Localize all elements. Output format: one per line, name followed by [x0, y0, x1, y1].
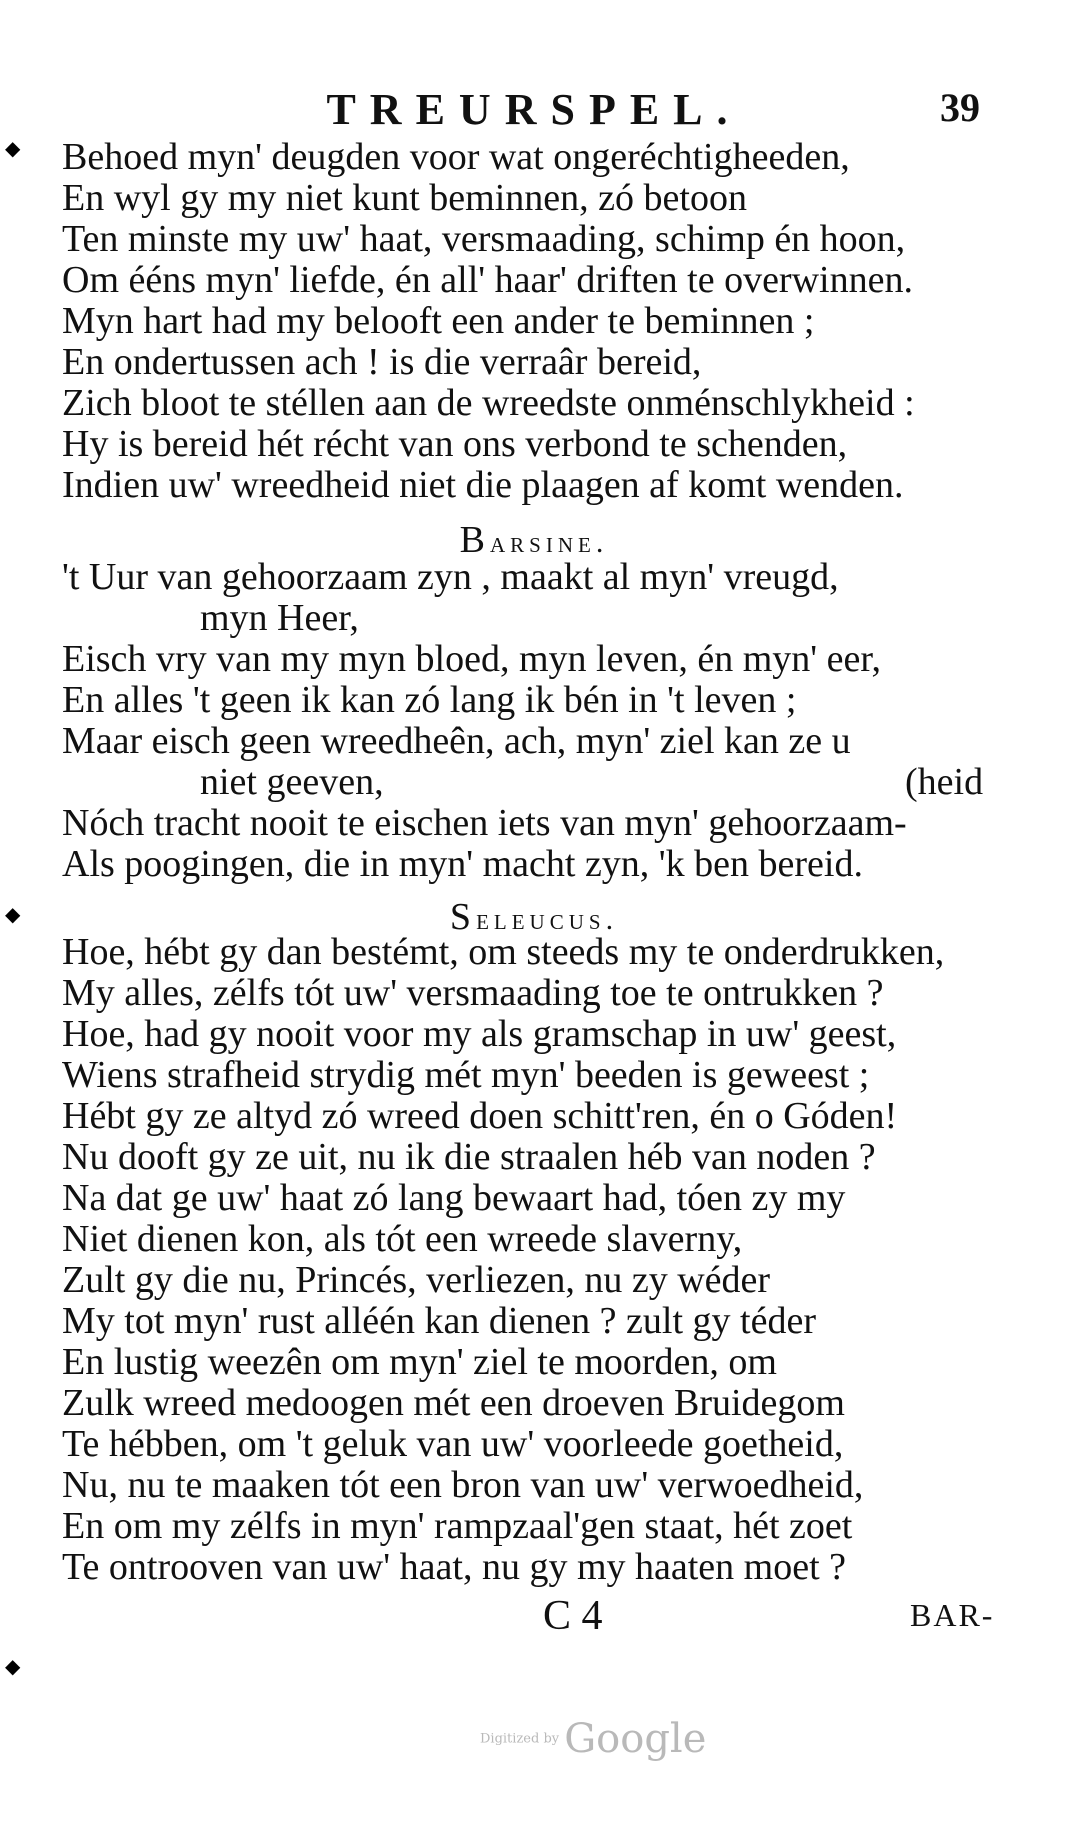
verse-line: Nu dooft gy ze uit, nu ik die straalen héb van noden ?: [62, 1136, 876, 1178]
verse-line: myn Heer,: [200, 597, 359, 639]
verse-line: Zult gy die nu, Princés, verliezen, nu zy wéder: [62, 1259, 771, 1301]
verse-line: En wyl gy my niet kunt beminnen, zó betoon: [62, 177, 747, 219]
catchword: BAR-: [910, 1597, 995, 1633]
verse-line: Wiens strafheid strydig mét myn' beeden is geweest ;: [62, 1054, 870, 1096]
watermark-prefix: Digitized by: [480, 1731, 560, 1747]
verse-line: Zulk wreed medoogen mét een droeven Bruidegom: [62, 1382, 845, 1424]
verse-line: Niet dienen kon, als tót een wreede slaverny,: [62, 1218, 743, 1260]
verse-line: Hoe, hébt gy dan bestémt, om steeds my te onderdrukken,: [62, 931, 945, 973]
google-watermark: [480, 1716, 706, 1762]
verse-line: 't Uur van gehoorzaam zyn , maakt al myn' vreugd,: [62, 556, 839, 598]
verse-line: Nu, nu te maaken tót een bron van uw' verwoedheid,: [62, 1464, 864, 1506]
verse-line: Myn hart had my belooft een ander te beminnen ;: [62, 300, 815, 342]
verse-line: En alles 't geen ik kan zó lang ik bén in 't leven ;: [62, 679, 797, 721]
verse-line: En om my zélfs in myn' rampzaal'gen staat, hét zoet: [62, 1505, 853, 1547]
turnover-word: (heid: [905, 761, 984, 803]
verse-line: Behoed myn' deugden voor wat ongeréchtigheeden,: [62, 136, 850, 178]
running-title: TREURSPEL.: [326, 85, 742, 134]
verse-line: My tot myn' rust alléén kan dienen ? zult gy téder: [62, 1300, 816, 1342]
verse-line: niet geeven,: [200, 761, 384, 803]
verse-line: Nóch tracht nooit te eischen iets van myn' gehoorzaam-: [62, 802, 907, 844]
speaker-name: Seleucus.: [449, 896, 619, 938]
verse-line: My alles, zélfs tót uw' versmaading toe te ontrukken ?: [62, 972, 884, 1014]
page-number: 39: [940, 85, 980, 130]
verse-line: Eisch vry van my myn bloed, myn leven, én myn' eer,: [62, 638, 881, 680]
verse-line: Zich bloot te stéllen aan de wreedste onménschlykheid :: [62, 382, 915, 424]
verse-line: Als poogingen, die in myn' macht zyn, 'k ben bereid.: [62, 843, 863, 885]
verse-line: Indien uw' wreedheid niet die plaagen af komt wenden.: [62, 464, 904, 506]
verse-line: Maar eisch geen wreedheên, ach, myn' ziel kan ze u: [62, 720, 851, 762]
verse-line: Om ééns myn' liefde, én all' haar' driften te overwinnen.: [62, 259, 913, 301]
margin-mark: ◆: [5, 1656, 21, 1678]
margin-mark: ◆: [5, 138, 21, 160]
speaker-name: Barsine.: [459, 519, 609, 561]
verse-line: Te hébben, om 't geluk van uw' voorleede goetheid,: [62, 1423, 844, 1465]
verse-line: Hébt gy ze altyd zó wreed doen schitt'ren, én o Góden!: [62, 1095, 898, 1137]
margin-mark: ◆: [5, 904, 21, 926]
verse-line: Te ontrooven van uw' haat, nu gy my haaten moet ?: [62, 1546, 847, 1588]
verse-line: Na dat ge uw' haat zó lang bewaart had, tóen zy my: [62, 1177, 846, 1219]
verse-line: Hoe, had gy nooit voor my als gramschap in uw' geest,: [62, 1013, 897, 1055]
watermark-logo: Google: [564, 1716, 707, 1762]
signature-mark: C 4: [543, 1593, 603, 1639]
verse-line: En ondertussen ach ! is die verraâr bereid,: [62, 341, 702, 383]
verse-line: Ten minste my uw' haat, versmaading, schimp én hoon,: [62, 218, 906, 260]
verse-line: Hy is bereid hét récht van ons verbond te schenden,: [62, 423, 848, 465]
verse-line: En lustig weezên om myn' ziel te moorden, om: [62, 1341, 777, 1383]
